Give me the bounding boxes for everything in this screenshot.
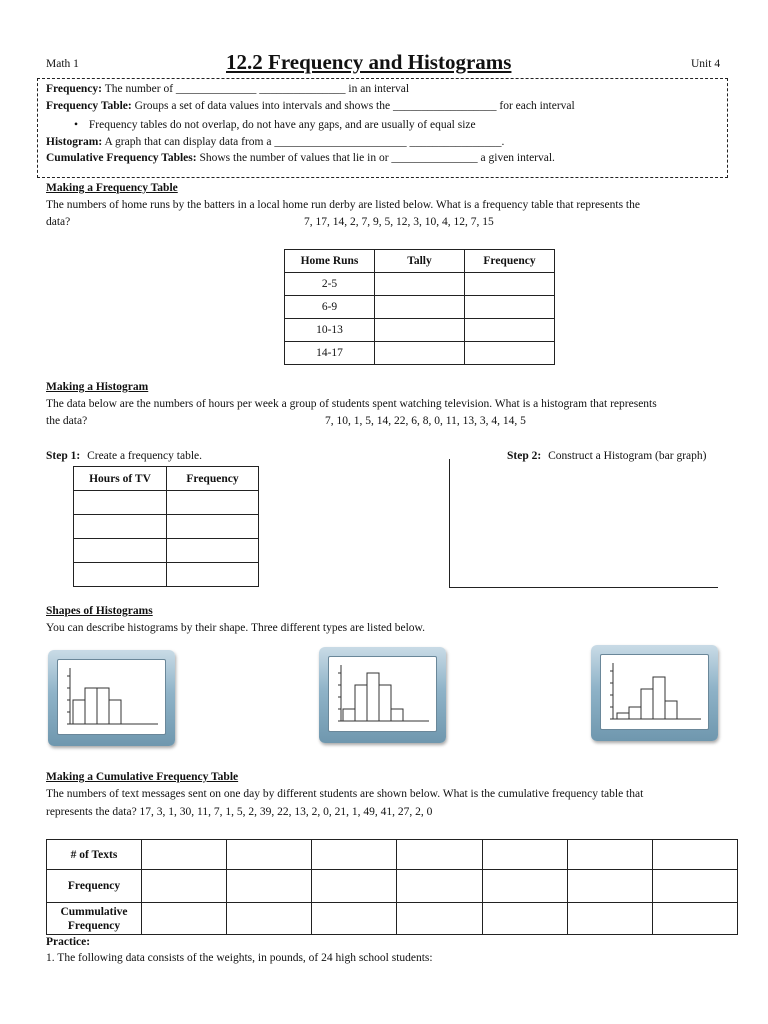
unit-label: Unit 4 (691, 58, 721, 70)
table-cell[interactable] (142, 870, 227, 903)
table-cell[interactable] (567, 870, 652, 903)
histogram-bar (355, 685, 367, 721)
definition-bullet (74, 119, 476, 131)
cumulative-blank: _______________ (391, 152, 478, 164)
table-cell[interactable] (167, 515, 259, 539)
frequency-label: Frequency: (46, 83, 103, 95)
table-header: Hours of TV (74, 467, 167, 491)
histogram-bar (109, 700, 121, 724)
histogram-bar (653, 677, 665, 719)
frequency-cell[interactable] (465, 296, 555, 319)
hours-tv-table (73, 466, 259, 587)
section4-text-line2: represents the data? 17, 3, 1, 30, 11, 7, 1, 5, 2, 39, 22, 13, 2, 0, 21, 1, 49, 41, 27, 2, 0 (46, 806, 433, 818)
table-cell[interactable] (482, 840, 567, 870)
table-header: Tally (375, 250, 465, 273)
frequency-cell[interactable] (465, 342, 555, 365)
section4-heading: Making a Cumulative Frequency Table (46, 771, 239, 783)
table-cell[interactable] (482, 903, 567, 935)
table-cell[interactable] (652, 903, 737, 935)
calculator-screen (57, 659, 166, 735)
histogram-skewed (610, 663, 701, 719)
freq-table-text-b: for each interval (499, 100, 575, 112)
histogram-bar (73, 700, 85, 724)
table-cell[interactable] (167, 539, 259, 563)
step1-text: Create a frequency table. (87, 450, 202, 462)
tally-cell[interactable] (375, 296, 465, 319)
histogram-bar (97, 688, 109, 724)
histogram-symmetric (338, 665, 429, 721)
step1-line (46, 450, 202, 462)
section1-data-values: 7, 17, 14, 2, 7, 9, 5, 12, 3, 10, 4, 12, 7, 15 (304, 216, 494, 228)
table-cell[interactable] (74, 539, 167, 563)
histogram-bar (665, 701, 677, 719)
table-cell[interactable] (142, 840, 227, 870)
table-cell[interactable] (312, 870, 397, 903)
home-runs-table (284, 249, 555, 365)
table-cell[interactable] (652, 840, 737, 870)
practice-heading: Practice: (46, 936, 91, 948)
table-cell[interactable] (227, 870, 312, 903)
table-cell[interactable] (74, 515, 167, 539)
table-cell: 2-5 (285, 273, 375, 296)
table-cell[interactable] (397, 840, 482, 870)
table-cell[interactable] (482, 870, 567, 903)
page-title: 12.2 Frequency and Histograms (226, 50, 512, 74)
table-cell: 14-17 (285, 342, 375, 365)
definition-freq-table (46, 100, 575, 112)
histogram-bar (629, 707, 641, 719)
table-cell[interactable] (397, 903, 482, 935)
section1-text-line2: data? (46, 216, 71, 228)
table-cell[interactable] (142, 903, 227, 935)
section1-heading: Making a Frequency Table (46, 182, 178, 194)
definition-frequency (46, 83, 409, 95)
freq-table-label: Frequency Table: (46, 100, 132, 112)
histogram-bar (367, 673, 379, 721)
frequency-blank: ______________ _______________ (175, 83, 346, 95)
histogram-blank: _______________________ ________________. (274, 136, 505, 148)
row-label-cumulative (47, 903, 142, 935)
histogram-uniform (67, 668, 158, 724)
section2-text-line2: the data? (46, 415, 88, 427)
table-cell[interactable] (567, 903, 652, 935)
row-label-line: Frequency (67, 919, 121, 932)
calculator-symmetric (319, 647, 446, 743)
section3-text: You can describe histograms by their shape. Three different types are listed below. (46, 622, 425, 634)
step2-label: Step 2: (507, 450, 542, 462)
frequency-text-b: in an interval (348, 83, 410, 95)
table-header: Frequency (167, 467, 259, 491)
table-cell[interactable] (567, 840, 652, 870)
table-header: Frequency (465, 250, 555, 273)
histogram-bar (85, 688, 97, 724)
calculator-screen (600, 654, 709, 730)
histogram-x-axis (449, 587, 718, 588)
histogram-bar (379, 685, 391, 721)
table-header: Home Runs (285, 250, 375, 273)
definition-histogram (46, 136, 504, 148)
calculator-uniform (48, 650, 175, 746)
table-cell[interactable] (227, 903, 312, 935)
cumulative-frequency-table (46, 839, 738, 935)
frequency-cell[interactable] (465, 273, 555, 296)
tally-cell[interactable] (375, 342, 465, 365)
calculator-skewed (591, 645, 718, 741)
table-cell[interactable] (312, 840, 397, 870)
definition-cumulative (46, 152, 555, 164)
table-cell[interactable] (74, 563, 167, 587)
tally-cell[interactable] (375, 319, 465, 342)
table-cell[interactable] (312, 903, 397, 935)
table-cell: 6-9 (285, 296, 375, 319)
histogram-bar (391, 709, 403, 721)
table-cell: 10-13 (285, 319, 375, 342)
histogram-bar (343, 709, 355, 721)
section4-text-line1: The numbers of text messages sent on one day by different students are shown below. What is the cumulative frequency table that (46, 788, 644, 800)
step2-line (507, 450, 706, 462)
histogram-text: A graph that can display data from a (104, 136, 272, 148)
row-label-texts: # of Texts (47, 840, 142, 870)
practice-item-1: 1. The following data consists of the weights, in pounds, of 24 high school students: (46, 952, 433, 964)
histogram-symmetric-svg (329, 657, 436, 731)
tally-cell[interactable] (375, 273, 465, 296)
table-cell[interactable] (167, 491, 259, 515)
row-label-line: Cummulative (60, 905, 128, 918)
cumulative-label: Cumulative Frequency Tables: (46, 152, 197, 164)
freq-table-blank: __________________ (392, 100, 497, 112)
section2-text-line1: The data below are the numbers of hours per week a group of students spent watching television. What is a histogram that represents (46, 398, 657, 410)
frequency-text-a: The number of (104, 83, 174, 95)
section1-text-line1: The numbers of home runs by the batters in a local home run derby are listed below. What is a frequency table that represents the (46, 199, 640, 211)
histogram-uniform-svg (58, 660, 165, 734)
step2-text: Construct a Histogram (bar graph) (548, 450, 707, 462)
histogram-skewed-svg (601, 655, 708, 729)
row-label-frequency: Frequency (47, 870, 142, 903)
table-cell[interactable] (227, 840, 312, 870)
section2-data-values: 7, 10, 1, 5, 14, 22, 6, 8, 0, 11, 13, 3, 4, 14, 5 (325, 415, 526, 427)
histogram-y-axis (449, 459, 450, 588)
table-cell[interactable] (167, 563, 259, 587)
table-cell[interactable] (652, 870, 737, 903)
bullet-dot: • (74, 119, 79, 131)
step1-label: Step 1: (46, 450, 81, 462)
calculator-screen (328, 656, 437, 732)
freq-table-text-a: Groups a set of data values into intervals and shows the (134, 100, 391, 112)
frequency-cell[interactable] (465, 319, 555, 342)
cumulative-text-a: Shows the number of values that lie in or (199, 152, 389, 164)
course-label: Math 1 (46, 58, 79, 70)
histogram-bar (641, 689, 653, 719)
histogram-bar (617, 713, 629, 719)
histogram-label: Histogram: (46, 136, 103, 148)
section3-heading: Shapes of Histograms (46, 605, 153, 617)
cumulative-text-b: a given interval. (480, 152, 555, 164)
table-cell[interactable] (397, 870, 482, 903)
section2-heading: Making a Histogram (46, 381, 149, 393)
bullet-text: Frequency tables do not overlap, do not have any gaps, and are usually of equal size (88, 119, 476, 131)
table-cell[interactable] (74, 491, 167, 515)
